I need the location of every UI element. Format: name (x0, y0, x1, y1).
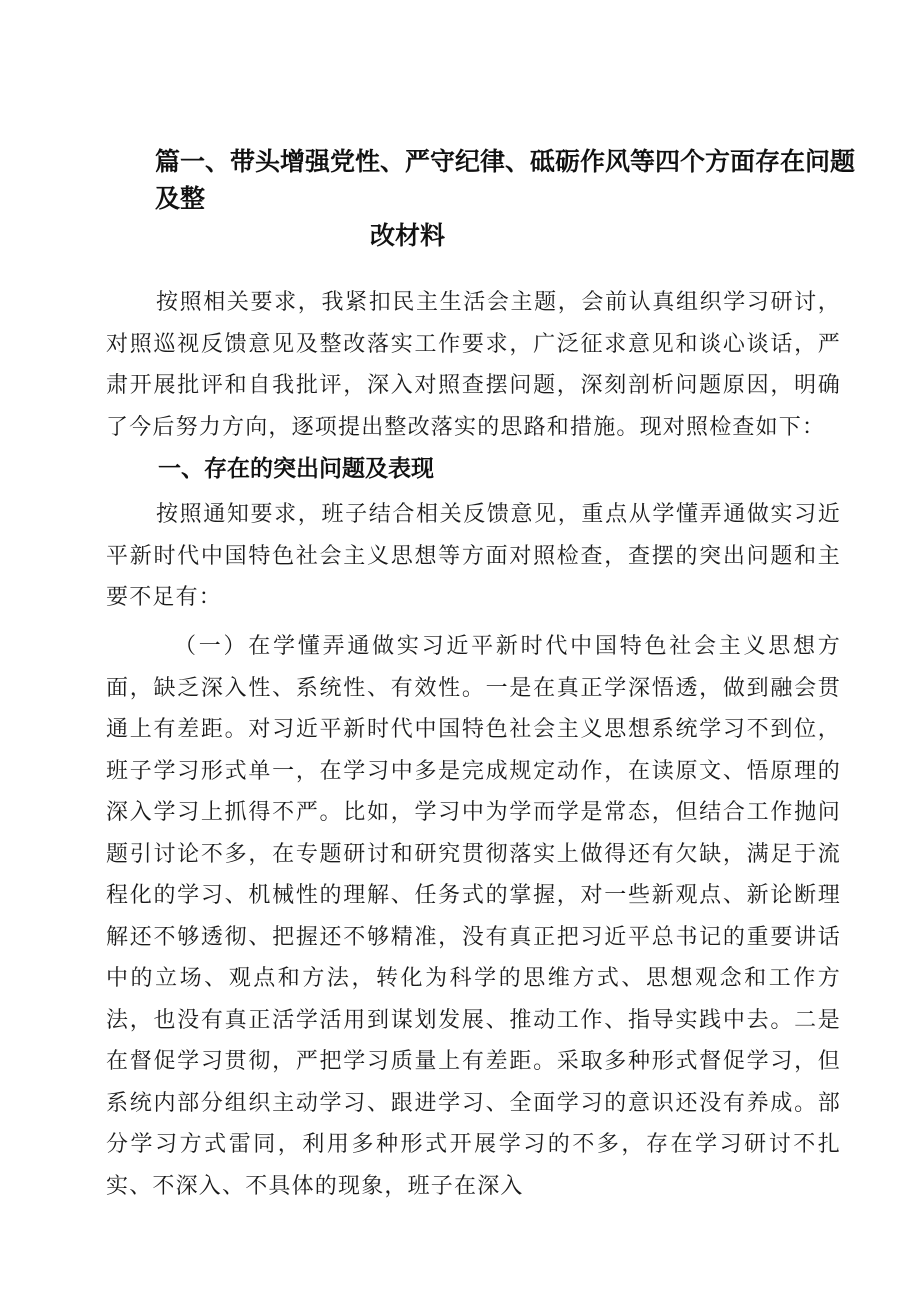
title-line-2: 改材料 (370, 221, 446, 250)
document-title (155, 143, 855, 254)
title-line-1: 篇一、带头增强党性、严守纪律、砥砺作风等四个方面存在问题及整 (155, 147, 856, 213)
intro-paragraph: 按照相关要求，我紧扣民主生活会主题，会前认真组织学习研讨，对照巡视反馈意见及整改落实工作要求，广泛征求意见和谈心谈话，严肃开展批评和自我批评，深入对照查摆问题，深刻剖析问题原因，明确了今后努力方向，逐项提出整改落实的思路和措施。现对照检查如下： (106, 290, 841, 440)
section-paragraph: 按照通知要求，班子结合相关反馈意见，重点从学懂弄通做实习近平新时代中国特色社会主义思想等方面对照检查，查摆的突出问题和主要不足有： (106, 502, 841, 610)
section-heading: 一、存在的突出问题及表现 (158, 456, 434, 482)
subsection-paragraph: （一）在学懂弄通做实习近平新时代中国特色社会主义思想方面，缺乏深入性、系统性、有效性。一是在真正学深悟透，做到融会贯通上有差距。对习近平新时代中国特色社会主义思想系统学习不到位，班子学习形式单一，在学习中多是完成规定动作，在读原文、悟原理的深入学习上抓得不严。比如，学习中为学而学是常态，但结合工作抛问题引讨论不多，在专题研讨和研究贯彻落实上做得还有欠缺，满足于流程化的学习、机械性的理解、任务式的掌握，对一些新观点、新论断理解还不够透彻、把握还不够精准，没有真正把习近平总书记的重要讲话中的立场、观点和方法，转化为科学的思维方式、思想观念和工作方法，也没有真正活学活用到谋划发展、推动工作、指导实践中去。二是在督促学习贯彻，严把学习质量上有差距。采取多种形式督促学习，但系统内部分组织主动学习、跟进学习、全面学习的意识还没有养成。部分学习方式雷同，利用多种形式开展学习的不多，存在学习研讨不扎实、不深入、不具体的现象，班子在深入 (106, 634, 841, 1199)
